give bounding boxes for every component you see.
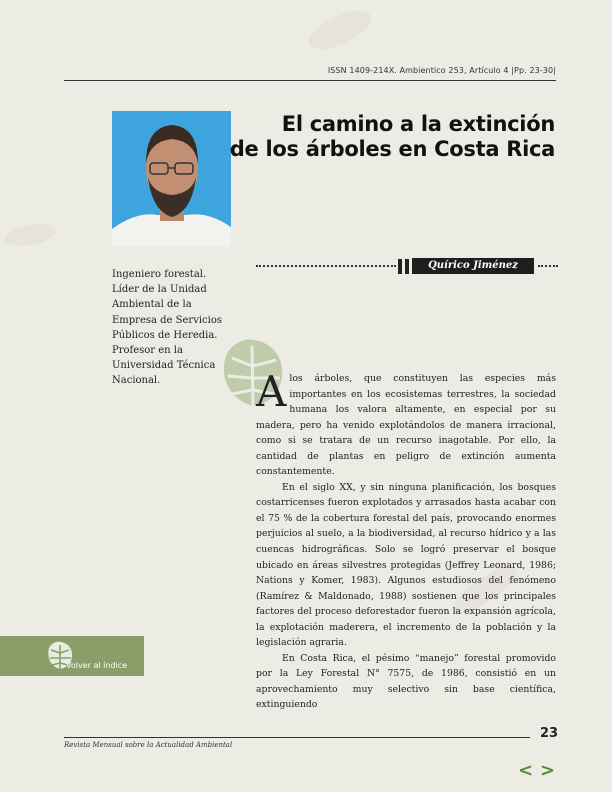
next-page-button[interactable]: > xyxy=(540,760,556,781)
author-bars xyxy=(398,259,410,274)
footer-divider xyxy=(64,737,530,738)
paragraph-3: En Costa Rica, el pésimo “manejo” forestal promovido por la Ley Forestal N° 7575, de 1986, consistió en un aprovechamiento muy selectivo sin base científica, extinguiendo xyxy=(256,652,556,711)
author-photo xyxy=(112,111,231,247)
bio-line: Ingeniero forestal. xyxy=(112,269,207,280)
issn-header: ISSN 1409-214X. Ambientico 253, Artículo 4 |Pp. 23-30| xyxy=(327,66,556,75)
bio-line: Ambiental de la xyxy=(112,299,192,311)
bio-line: Públicos de Heredia. xyxy=(112,329,218,341)
bio-line: Empresa de Servicios xyxy=(112,314,222,326)
page-number: 23 xyxy=(540,726,559,741)
bio-line: Profesor en la xyxy=(112,345,183,357)
article-title xyxy=(225,112,555,162)
paragraph-1-text: los árboles, que constituyen las especies más importantes en los ecosistemas terrestres, la sociedad humana los valora altamente, en especial por su madera, pero ha venido explotándolos de manera irracional, como si se tratara de un recurso inagotable. Por ello, la cantidad de plantas en peligro de extinción aumenta constantemente. xyxy=(256,373,556,478)
prev-page-button[interactable]: < xyxy=(518,760,534,781)
bio-line: Líder de la Unidad xyxy=(112,284,207,296)
journal-name: Revista Mensual sobre la Actualidad Ambiental xyxy=(64,741,233,749)
author-rule-right xyxy=(538,265,558,267)
article-body xyxy=(256,367,556,713)
title-line-1: El camino a la extinción xyxy=(281,112,555,136)
back-to-index-label[interactable]: Volver al índice xyxy=(66,661,128,670)
background-leaf-icon xyxy=(0,215,60,255)
back-to-index-button[interactable] xyxy=(0,636,144,676)
author-name: Quírico Jiménez xyxy=(412,258,534,274)
drop-cap: A xyxy=(256,367,287,416)
header-divider xyxy=(64,80,556,81)
bio-line: Universidad Técnica xyxy=(112,360,216,372)
title-line-2: de los árboles en Costa Rica xyxy=(229,137,555,161)
bio-line: Nacional. xyxy=(112,375,161,387)
background-leaf-icon xyxy=(300,0,380,60)
paragraph-1 xyxy=(256,367,556,480)
author-rule-left xyxy=(256,265,396,267)
paragraph-2: En el siglo XX, y sin ninguna planificación, los bosques costarricenses fueron explotados y arrasados hasta acabar con el 75 % de la cobertura forestal del país, provocando enormes perjuicios al suelo, a la biodiversidad, al recurso hídrico y a las cuencas hidrográficas. Solo se logró preservar el bosque ubicado en áreas silvestres protegidas (Jeffrey Leonard, 1986; Nations y Komer, 1983). Algunos estudiosos del fenómeno (Ramírez & Maldonado, 1988) sostienen que los principales factores del proceso deforestador fueron la expansión agrícola, la explotación maderera, el incremento de la población y la legislación agraria. xyxy=(256,481,556,649)
